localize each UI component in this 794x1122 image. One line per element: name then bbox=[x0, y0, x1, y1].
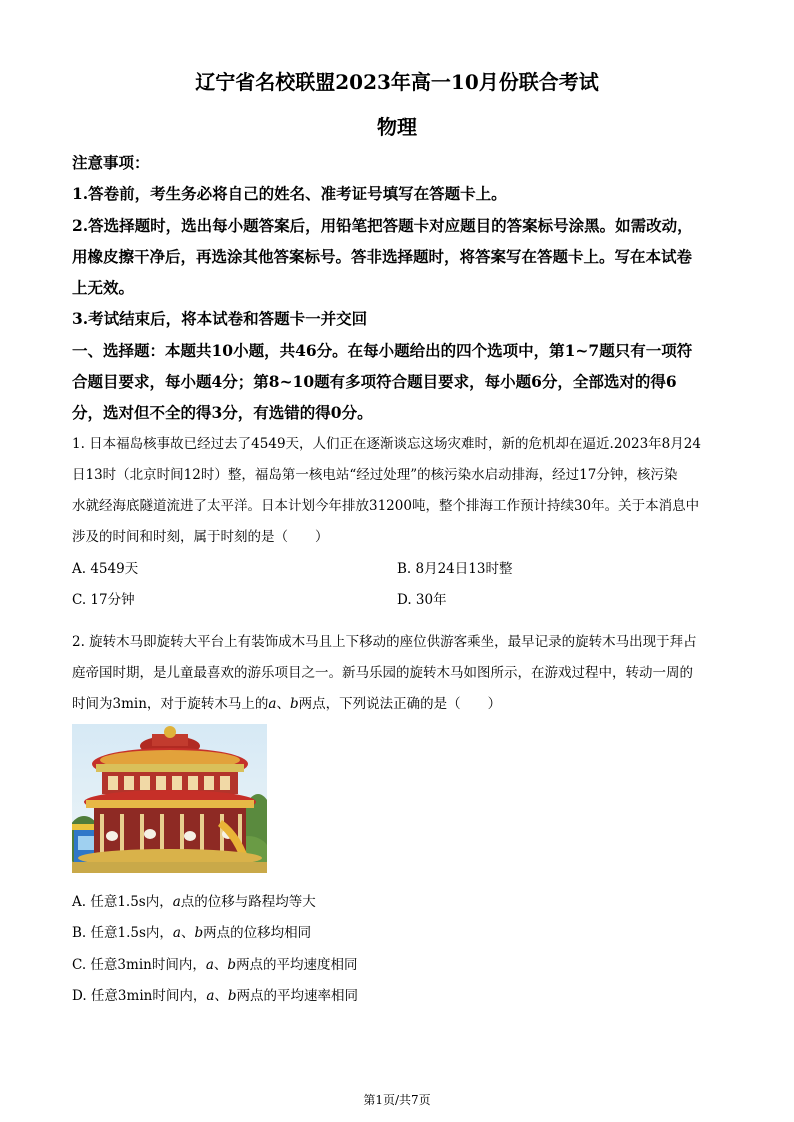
question-1-option-c: C. 17分钟 bbox=[72, 592, 135, 608]
variable-b: b bbox=[227, 957, 237, 973]
notice-item-3: 3.考试结束后，将本试卷和答题卡一并交回 bbox=[72, 309, 368, 328]
exam-title: 辽宁省名校联盟2023年高一10月份联合考试 bbox=[195, 70, 599, 94]
carousel-photo bbox=[72, 724, 267, 873]
question-2-line-3 bbox=[72, 692, 501, 712]
question-1-line-1: 1. 日本福岛核事故已经过去了4549天，人们正在逐渐谈忘这场灾难时，新的危机却在逼近.2023年8月24 bbox=[72, 436, 701, 452]
question-2-line-2: 庭帝国时期，是儿童最喜欢的游乐项目之一。新马乐园的旋转木马如图所示，在游戏过程中，转动一周的 bbox=[72, 665, 693, 681]
option-a-pre: A. 任意1.5s内， bbox=[72, 894, 173, 910]
page-number: 第1页/共7页 bbox=[363, 1093, 431, 1107]
subject-title: 物理 bbox=[377, 115, 417, 139]
question-1-option-a: A. 4549天 bbox=[72, 561, 139, 577]
question-2-option-a bbox=[72, 890, 316, 910]
variable-a: a bbox=[172, 894, 181, 910]
question-2-option-b bbox=[72, 921, 311, 941]
notice-item-1: 1.答卷前，考生务必将自己的姓名、准考证号填写在答题卡上。 bbox=[72, 184, 507, 203]
option-d-post: 两点的平均速率相同 bbox=[236, 988, 359, 1004]
question-1-line-4: 涉及的时间和时刻，属于时刻的是（ ） bbox=[72, 529, 329, 545]
variable-b: b bbox=[227, 988, 237, 1004]
section-1-line-1: 一、选择题：本题共10小题，共46分。在每小题给出的四个选项中，第1~7题只有一项符 bbox=[72, 341, 693, 360]
question-1-option-d: D. 30年 bbox=[397, 592, 447, 608]
variable-a: a bbox=[205, 957, 214, 973]
question-1-line-3: 水就经海底隧道流进了太平洋。日本计划今年排放31200吨，整个排海工作预计持续30年。关于本消息中 bbox=[72, 498, 700, 514]
option-a-post: 点的位移与路程均等大 bbox=[180, 894, 316, 910]
notice-item-2-line-1: 2.答选择题时，选出每小题答案后，用铅笔把答题卡对应题目的答案标号涂黑。如需改动， bbox=[72, 216, 693, 235]
question-2-option-d bbox=[72, 984, 358, 1004]
question-2-line-3-pre: 时间为3min，对于旋转木马上的 bbox=[72, 696, 269, 712]
section-1-line-3: 分，选对但不全的得3分，有选错的得0分。 bbox=[72, 403, 373, 422]
option-c-pre: C. 任意3min时间内， bbox=[72, 957, 206, 973]
option-c-post: 两点的平均速度相同 bbox=[236, 957, 358, 973]
section-1-line-2: 合题目要求，每小题4分；第8~10题有多项符合题目要求，每小题6分，全部选对的得6 bbox=[72, 372, 677, 391]
question-1-line-2: 日13时（北京时间12时）整，福岛第一核电站“经过处理”的核污染水启动排海，经过17分钟，核污染 bbox=[72, 467, 678, 483]
separator: 、 bbox=[213, 957, 228, 973]
question-1-option-b: B. 8月24日13时整 bbox=[397, 561, 513, 577]
separator: 、 bbox=[214, 988, 228, 1004]
question-2-line-3-post: 两点，下列说法正确的是（ ） bbox=[298, 696, 502, 712]
option-d-pre: D. 任意3min时间内， bbox=[72, 988, 207, 1004]
variable-b: b bbox=[289, 696, 299, 712]
variable-a: a bbox=[172, 925, 181, 941]
notice-item-2-line-3: 上无效。 bbox=[72, 278, 135, 297]
question-2-option-c bbox=[72, 953, 358, 973]
option-b-pre: B. 任意1.5s内， bbox=[72, 925, 173, 941]
separator: 、 bbox=[276, 696, 290, 712]
notice-item-2-line-2: 用橡皮擦干净后，再选涂其他答案标号。答非选择题时，将答案写在答题卡上。写在本试卷 bbox=[72, 247, 693, 266]
variable-b: b bbox=[194, 925, 204, 941]
option-b-post: 两点的位移均相同 bbox=[203, 925, 312, 941]
separator: 、 bbox=[180, 925, 195, 941]
variable-a: a bbox=[206, 988, 215, 1004]
notice-heading: 注意事项： bbox=[72, 153, 150, 172]
variable-a: a bbox=[268, 696, 277, 712]
question-2-line-1: 2. 旋转木马即旋转大平台上有装饰成木马且上下移动的座位供游客乘坐，最早记录的旋转木马出现于拜占 bbox=[72, 634, 697, 650]
